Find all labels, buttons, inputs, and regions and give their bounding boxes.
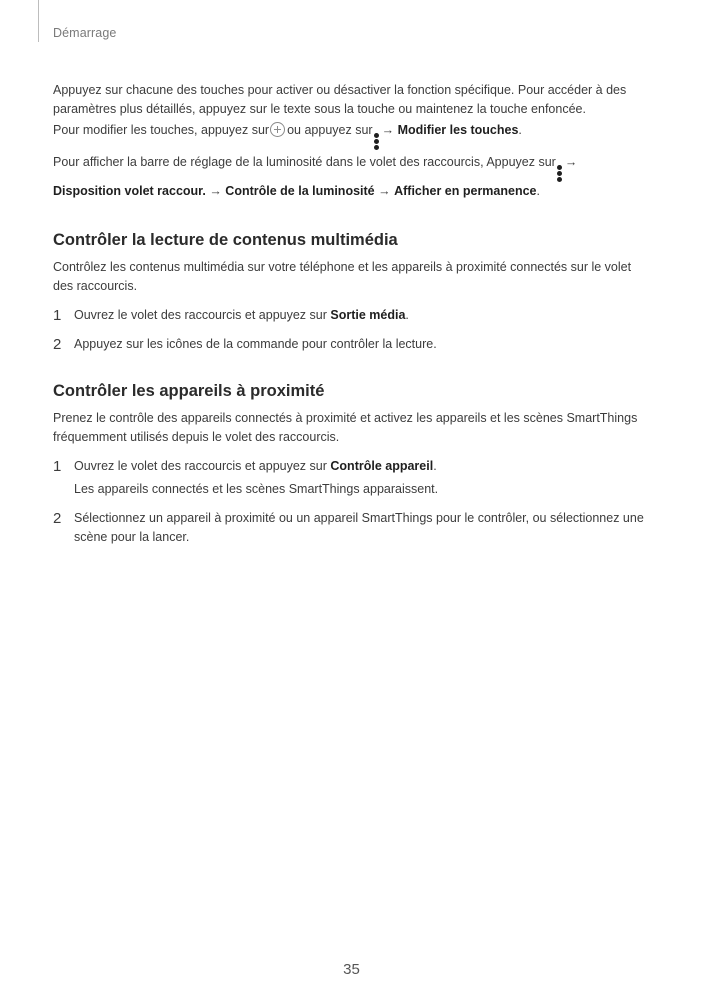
media-output-option: Sortie média [330, 308, 406, 322]
step-instruction: Ouvrez le volet des raccourcis et appuyez sur [74, 459, 327, 473]
period-text: . [518, 123, 522, 137]
devices-section-title: Contrôler les appareils à proximité [53, 382, 325, 400]
step-text: Sélectionnez un appareil à proximité ou un appareil SmartThings pour le contrôler, ou sélectionnez une scène pour la lancer. [74, 511, 644, 544]
step-number: 1 [53, 307, 62, 324]
page-number: 35 [343, 961, 360, 978]
step-text [74, 457, 645, 476]
step-subtext: Les appareils connectés et les scènes SmartThings apparaissent. [74, 482, 439, 496]
add-circle-icon [270, 122, 285, 137]
arrow-text: → [564, 155, 578, 169]
arrow-text: → [378, 184, 391, 198]
media-section-intro: Contrôlez les contenus multimédia sur votre téléphone et les appareils à proximité connectés sur le volet des raccourcis. [53, 260, 632, 293]
brightness-control-option: Contrôle de la luminosité [225, 184, 375, 198]
step-number: 2 [53, 510, 62, 527]
page-edge-line [38, 0, 39, 42]
arrow-text: → [381, 123, 395, 137]
more-options-icon [557, 165, 563, 182]
intro-paragraph: Appuyez sur chacune des touches pour activer ou désactiver la fonction spécifique. Pour accéder à des paramètres plus détaillés, appuyez sur le texte sous la touche ou maintenez la touche enfoncée. [53, 83, 627, 116]
always-show-option: Afficher en permanence [394, 184, 537, 198]
step-number: 1 [53, 458, 62, 475]
device-control-option: Contrôle appareil [330, 459, 434, 473]
media-step-1 [53, 306, 645, 325]
brightness-text: Pour afficher la barre de réglage de la luminosité dans le volet des raccourcis, Appuyez sur [53, 155, 556, 169]
arrow-text: → [209, 184, 222, 198]
devices-step-1 [53, 457, 645, 499]
brightness-paragraph [53, 153, 645, 201]
media-section-title: Contrôler la lecture de contenus multimédia [53, 231, 398, 249]
modify-keys-text: Pour modifier les touches, appuyez sur [53, 123, 270, 137]
devices-step-2 [53, 509, 645, 547]
more-options-icon [374, 133, 380, 150]
modify-keys-or-text: ou appuyez sur [287, 123, 373, 137]
devices-section-intro: Prenez le contrôle des appareils connectés à proximité et activez les appareils et les scènes SmartThings fréquemment utilisés depuis le volet des raccourcis. [53, 411, 638, 444]
period-text: . [405, 308, 409, 322]
layout-option: Disposition volet raccour. [53, 184, 206, 198]
period-text: . [536, 184, 540, 198]
step-number: 2 [53, 336, 62, 353]
period-text: . [433, 459, 437, 473]
step-instruction: Ouvrez le volet des raccourcis et appuyez sur [74, 308, 327, 322]
section-header: Démarrage [53, 26, 117, 40]
media-step-2 [53, 335, 645, 354]
step-text [74, 306, 645, 325]
step-text: Appuyez sur les icônes de la commande pour contrôler la lecture. [74, 337, 437, 351]
modify-keys-paragraph [53, 121, 645, 150]
modify-keys-option: Modifier les touches [397, 123, 519, 137]
page-content [53, 81, 645, 547]
